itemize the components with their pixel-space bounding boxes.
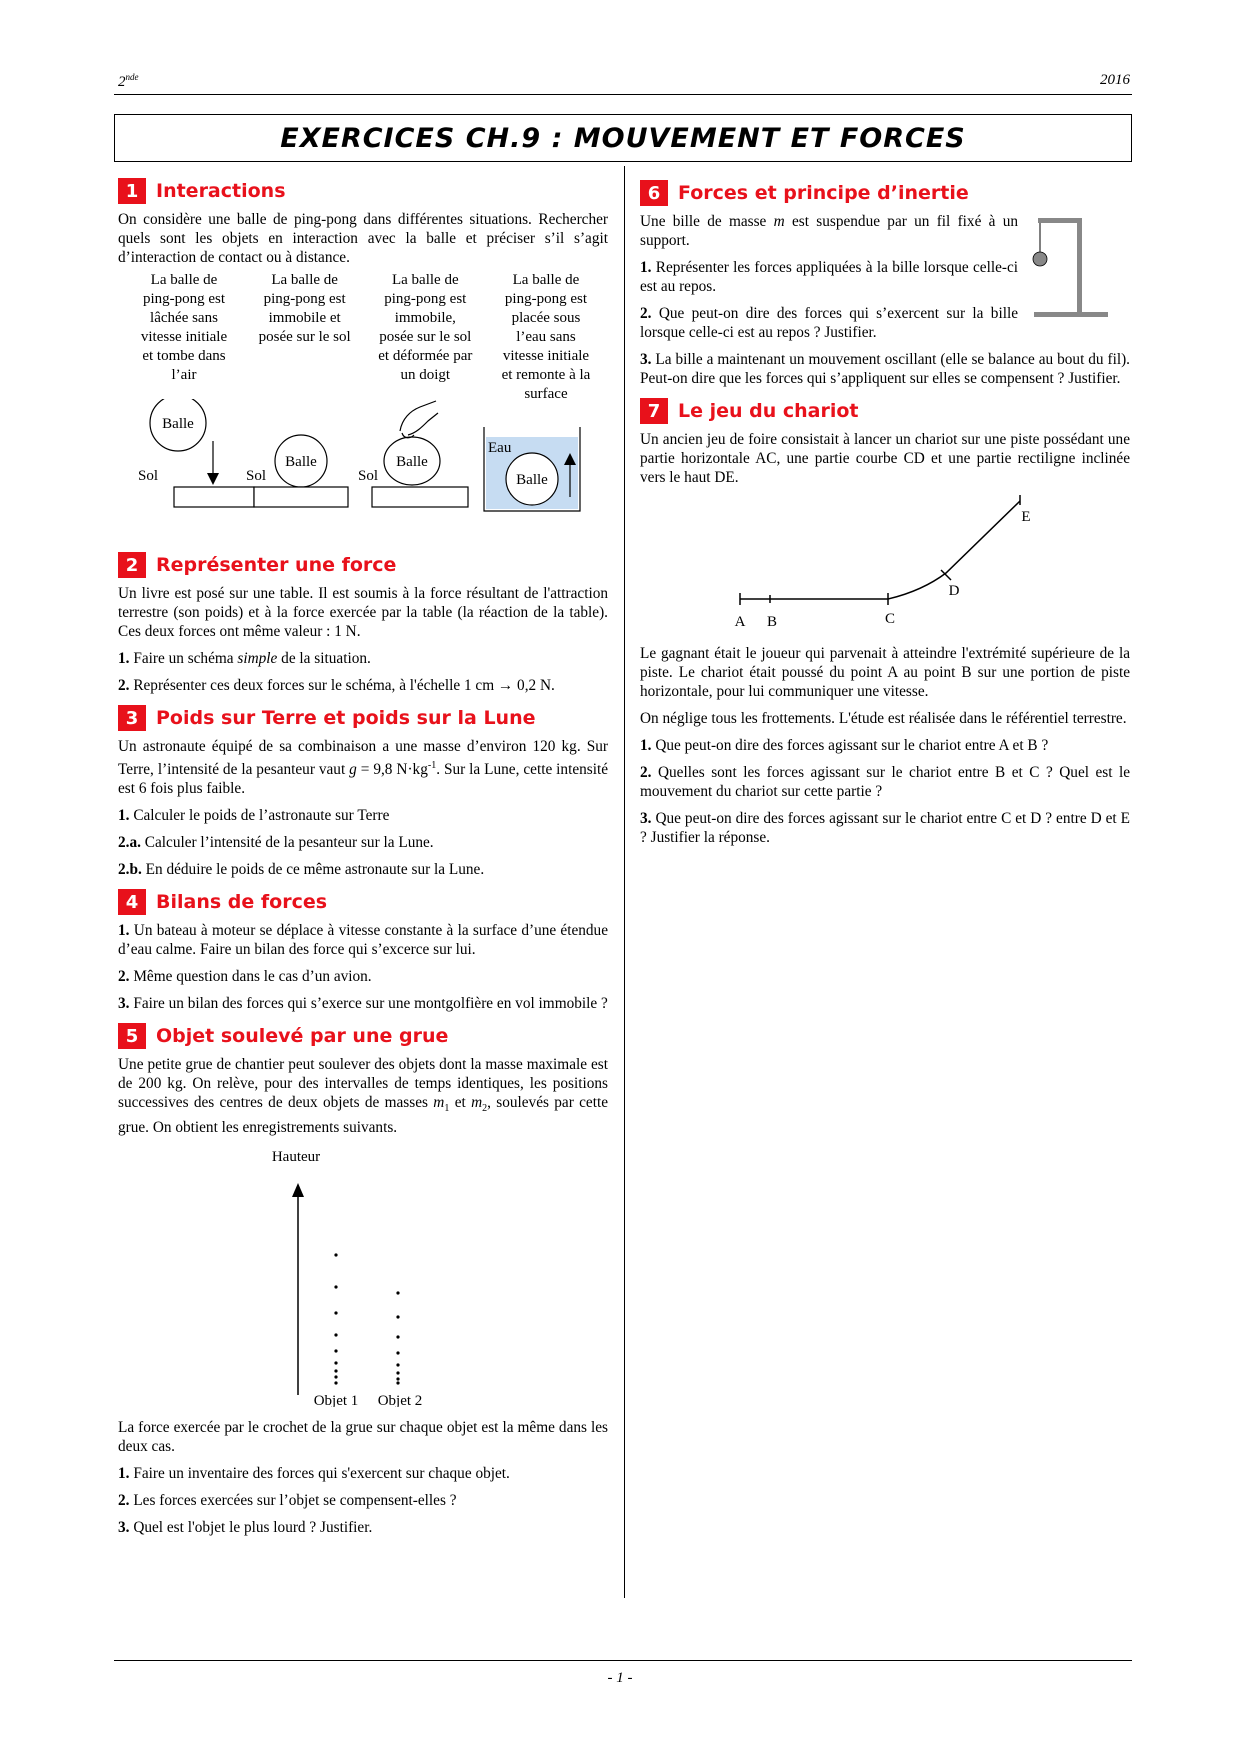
footer-rule — [114, 1660, 1132, 1661]
exercise-title: Poids sur Terre et poids sur la Lune — [156, 706, 536, 729]
support-top — [1038, 218, 1082, 223]
page-title-box — [114, 114, 1132, 162]
exercise-7-intro: Un ancien jeu de foire consistait à lancer un chariot sur une piste possédant une partie horizontale AC, une partie courbe CD et une partie rectiligne inclinée vers le haut DE. — [640, 431, 1130, 486]
exercise-3-heading — [118, 705, 608, 731]
case-1: La balle de ping-pong est lâchée sans vitesse initiale et tombe dans l’air — [140, 272, 228, 383]
exercise-title: Bilans de forces — [156, 890, 328, 913]
label-balle: Balle — [285, 454, 317, 470]
exercise-title: Objet soulevé par une grue — [156, 1024, 449, 1047]
object-2-dots — [396, 1292, 399, 1385]
exercise-4-q3: 3. Faire un bilan des forces qui s’exerce sur une montgolfière en vol immobile ? — [118, 995, 608, 1013]
ground-block — [254, 487, 348, 507]
point-b: B — [766, 614, 778, 630]
label-sol: Sol — [138, 468, 159, 484]
exercise-5-intro: Une petite grue de chantier peut soulever des objets dont la masse maximale est de 200 kg. On relève, pour des intervalles de temps identiques, les positions successives des centres de deux objets de masses $m_1$ et $m_2$, soulevés par cette grue. On obtient les enregistrements suivants. — [118, 1056, 608, 1137]
ground-block — [372, 487, 468, 507]
fall-arrow-head — [207, 473, 219, 485]
exercise-title: Forces et principe d’inertie — [678, 181, 969, 204]
page-number: - 1 - — [607, 1670, 633, 1686]
case-4: La balle de ping-pong est placée sous l’eau sans vitesse initiale et remonte à la surface — [501, 272, 591, 399]
axis-label-hauteur: Hauteur — [271, 1149, 321, 1166]
exercise-number: 1 — [118, 178, 146, 204]
exercise-4-q2: 2. Même question dans le cas d’un avion. — [118, 968, 372, 986]
point-d: D — [948, 583, 960, 599]
exercise-7-q1: 1. Que peut-on dire des forces agissant sur le chariot entre A et B ? — [640, 737, 1049, 754]
header-year: 2016 — [1100, 72, 1130, 88]
exercise-6-q2: 2. Que peut-on dire des forces qui s’exercent sur la bille lorsque celle-ci est au repos ? Justifier. — [640, 305, 1018, 341]
ground-block — [174, 487, 254, 507]
track-diagram — [640, 495, 1130, 639]
exercise-1-heading — [118, 178, 608, 204]
label-balle: Balle — [516, 472, 548, 488]
exercise-title: Interactions — [156, 179, 286, 202]
point-e: E — [1021, 509, 1031, 525]
point-c: C — [884, 611, 896, 627]
header-rule — [114, 94, 1132, 95]
exercise-4-q1: 1. Un bateau à moteur se déplace à vitesse constante à la surface d’une étendue d’eau calme. Faire un bilan des force qui s’excerce sur lui. — [118, 922, 608, 959]
exercise-5-q2: 2. Les forces exercées sur l’objet se compensent-elles ? — [118, 1492, 457, 1510]
label-sol: Sol — [358, 468, 379, 484]
exercise-5-q1: 1. Faire un inventaire des forces qui s'exercent sur chaque objet. — [118, 1465, 510, 1483]
exercise-2-q2: 2. Représenter ces deux forces sur le schéma, à l'échelle 1 cm → 0,2 N. — [118, 677, 555, 694]
pendulum-diagram — [1018, 212, 1130, 322]
exercise-7-q2: 2. Quelles sont les forces agissant sur le chariot entre B et C ? Quel est le mouvement du chariot sur cette partie ? — [640, 764, 1130, 800]
exercise-number: 2 — [118, 552, 146, 578]
case-2: La balle de ping-pong est immobile et posée sur le sol — [258, 272, 351, 345]
exercise-4-heading — [118, 889, 608, 915]
bille — [1033, 252, 1047, 266]
exercise-5-heading — [118, 1023, 608, 1049]
point-a: A — [734, 614, 746, 630]
page-title: EXERCICES CH.9 : MOUVEMENT ET FORCES — [280, 122, 966, 154]
exercise-3-q1: 1. Calculer le poids de l’astronaute sur Terre — [118, 807, 390, 825]
support-base — [1034, 312, 1108, 317]
exercise-6-q3: 3. La bille a maintenant un mouvement oscillant (elle se balance au bout du fil). Peut-on dire que les forces qui s’appliquent sur elles se compensent ? Justifier. — [640, 351, 1130, 387]
label-eau: Eau — [488, 440, 512, 456]
exercise-1-cases — [118, 271, 608, 399]
exercise-7-heading — [640, 398, 1130, 424]
exercise-number: 6 — [640, 180, 668, 206]
left-column — [118, 178, 608, 1545]
exercise-2-q1: 1. Faire un schéma simple de la situation. — [118, 650, 371, 667]
exercise-7-p3: On néglige tous les frottements. L'étude est réalisée dans le référentiel terrestre. — [640, 710, 1127, 727]
right-column — [640, 178, 1130, 855]
label-objet-2: Objet 2 — [377, 1393, 423, 1408]
label-balle: Balle — [396, 454, 428, 470]
exercise-number: 4 — [118, 889, 146, 915]
exercise-6-q1: 1. Représenter les forces appliquées à la bille lorsque celle-ci est au repos. — [640, 259, 1018, 295]
exercise-1-diagram — [118, 399, 608, 537]
exercise-2-intro: Un livre est posé sur une table. Il est soumis à la force résultant de l'attraction terrestre (son poids) et à la force exercée par la table (la réaction de la table). Ces deux forces ont même valeur : 1 N. — [118, 585, 608, 640]
exercise-number: 7 — [640, 398, 668, 424]
label-balle: Balle — [162, 416, 194, 432]
exercise-3-q2a: 2.a. Calculer l’intensité de la pesanteur sur la Lune. — [118, 834, 434, 852]
exercise-5-chronophoto — [118, 1145, 608, 1407]
height-axis-arrow — [292, 1183, 304, 1197]
exercise-6-intro: Une bille de masse m est suspendue par un fil fixé à un support. — [640, 213, 1019, 249]
label-objet-1: Objet 1 — [313, 1393, 359, 1408]
exercise-5-q3: 3. Quel est l'objet le plus lourd ? Justifier. — [118, 1519, 373, 1537]
exercise-6-body — [640, 212, 1130, 350]
exercise-7-q3: 3. Que peut-on dire des forces agissant sur le chariot entre C et D ? entre D et E ? Justifier la réponse. — [640, 810, 1130, 846]
exercise-title: Représenter une force — [156, 553, 397, 576]
exercise-7-p2: Le gagnant était le joueur qui parvenait à atteindre l'extrémité supérieure de la piste. Le chariot était poussé du point A au point B sur une portion de piste horizontale, pour lui communiquer une vitesse. — [640, 645, 1130, 700]
exercise-3-intro: Un astronaute équipé de sa combinaison a une masse d’environ 120 kg. Sur Terre, l’intensité de la pesanteur vaut g = 9,8 $N\cdot kg^{-1}$. Sur la Lune, cette intensité est 6 fois plus faible. — [118, 738, 609, 798]
exercise-number: 5 — [118, 1023, 146, 1049]
exercise-1-intro: On considère une balle de ping-pong dans différentes situations. Rechercher quels sont les objets en interaction avec la balle et préciser s’il s’agit d’interaction de contact ou à distance. — [118, 211, 608, 266]
exercise-3-q2b: 2.b. En déduire le poids de ce même astronaute sur la Lune. — [118, 861, 485, 879]
column-divider — [624, 166, 625, 1598]
finger-icon — [400, 401, 438, 435]
exercise-6-heading — [640, 180, 1130, 206]
exercise-2-heading — [118, 552, 608, 578]
exercise-title: Le jeu du chariot — [678, 399, 859, 422]
exercise-number: 3 — [118, 705, 146, 731]
label-sol: Sol — [246, 468, 267, 484]
object-1-dots — [334, 1254, 337, 1385]
header-level: 2nde — [118, 72, 139, 90]
support-post — [1077, 218, 1082, 316]
case-3: La balle de ping-pong est immobile, posée sur le sol et déformée par un doigt — [378, 272, 473, 383]
exercise-5-after: La force exercée par le crochet de la grue sur chaque objet est la même dans les deux cas. — [118, 1419, 608, 1456]
